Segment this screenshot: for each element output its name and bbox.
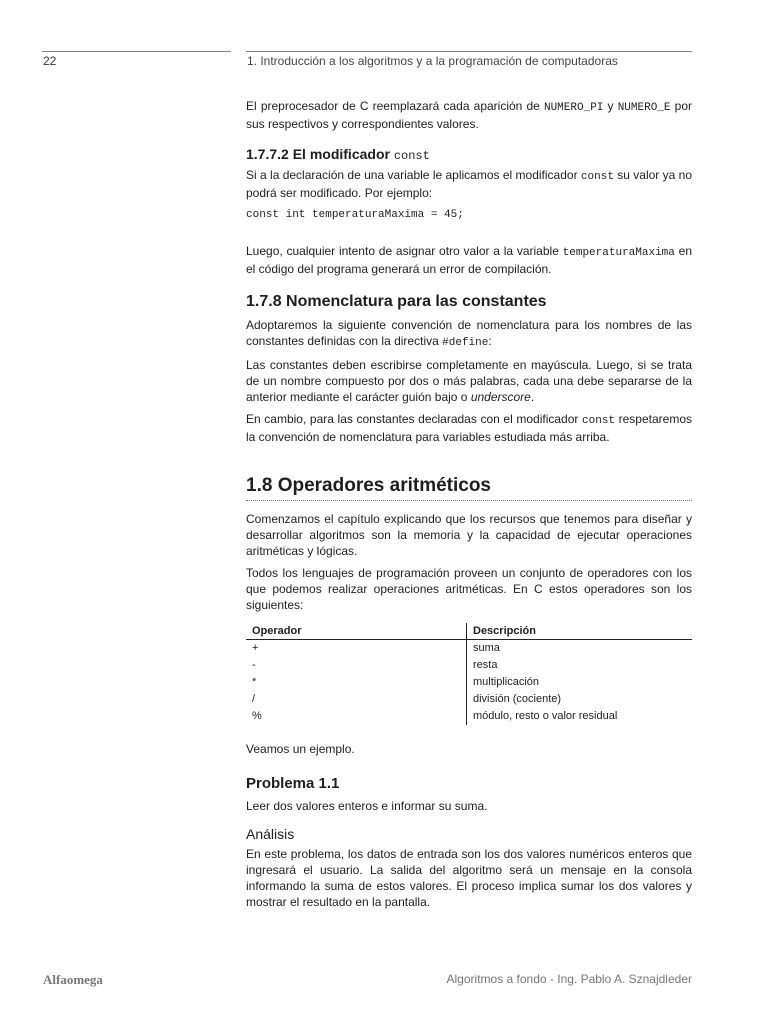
paragraph: En cambio, para las constantes declaradas con el modificador const respetaremos la convención de nomenclatura para variables estudiada más arriba. [246, 412, 693, 444]
paragraph: En este problema, los datos de entrada son los dos valores numéricos enteros que ingresará el usuario. La salida del algoritmo será un mensaje en la consola informando la suma de estos valores. El proceso implica sumar los dos valores y mostrar el resultado en la pantalla. [246, 847, 692, 909]
table-cell: + [246, 640, 467, 658]
table-row [246, 657, 692, 674]
column-header: Descripción [467, 623, 693, 640]
operators-table [246, 623, 692, 725]
table-cell: resta [473, 659, 498, 671]
paragraph: Comenzamos el capítulo explicando que los recursos que tenemos para diseñar y desarrollar algoritmos son la memoria y la capacidad de ejecutar operaciones aritméticas y lógicas. [246, 512, 692, 558]
paragraph: Leer dos valores enteros e informar su suma. [246, 799, 488, 813]
table-row [246, 674, 692, 691]
header-rule-right [246, 51, 692, 52]
paragraph: Adoptaremos la siguiente convención de nomenclatura para los nombres de las constantes definidas con la directiva #define: [246, 318, 692, 349]
table-row [246, 691, 692, 708]
page-body [246, 98, 692, 916]
table-cell: * [246, 674, 467, 691]
page-number: 22 [43, 54, 57, 68]
paragraph: Luego, cualquier intento de asignar otro valor a la variable temperaturaMaxima en el código del programa generará un error de compilación. [246, 244, 693, 276]
running-header: 1. Introducción a los algoritmos y a la programación de computadoras [247, 54, 618, 68]
section-heading-1772: 1.7.7.2 El modificador const [246, 146, 430, 163]
analysis-heading: Análisis [246, 826, 295, 842]
table-cell: / [246, 691, 467, 708]
paragraph: Veamos un ejemplo. [246, 742, 355, 756]
paragraph: Las constantes deben escribirse completamente en mayúscula. Luego, si se trata de un nombre compuesto por dos o más palabras, cada una debe separarse de la anterior mediante el carácter guión bajo o underscore. [246, 358, 692, 404]
table-row [246, 640, 692, 658]
code-example: const int temperaturaMaxima = 45; [246, 209, 464, 221]
table-header-row [246, 623, 692, 640]
table-cell: multiplicación [473, 676, 540, 688]
table-cell: - [246, 657, 467, 674]
column-header: Operador [246, 623, 467, 640]
header-rule-left [42, 51, 231, 52]
problem-heading: Problema 1.1 [246, 775, 340, 792]
table-row [246, 708, 692, 725]
table-cell: suma [473, 642, 500, 654]
table-cell: % [246, 708, 467, 725]
publisher-footer: Alfaomega [43, 972, 103, 987]
section-heading-18: 1.8 Operadores aritméticos [246, 475, 692, 501]
paragraph: Todos los lenguajes de programación proveen un conjunto de operadores con los que podemos realizar operaciones aritméticas. En C estos operadores son los siguientes: [246, 566, 692, 612]
intro-paragraph: El preprocesador de C reemplazará cada aparición de NUMERO_PI y NUMERO_E por sus respectivos y correspondientes valores. [246, 99, 693, 131]
book-footer: Algoritmos a fondo - Ing. Pablo A. Sznajdleder [446, 972, 692, 986]
table-cell: división (cociente) [473, 693, 562, 705]
section-heading-178: 1.7.8 Nomenclatura para las constantes [246, 293, 547, 310]
paragraph: Si a la declaración de una variable le aplicamos el modificador const su valor ya no podrá ser modificado. Por ejemplo: [246, 168, 692, 200]
table-cell: módulo, resto o valor residual [473, 710, 618, 722]
